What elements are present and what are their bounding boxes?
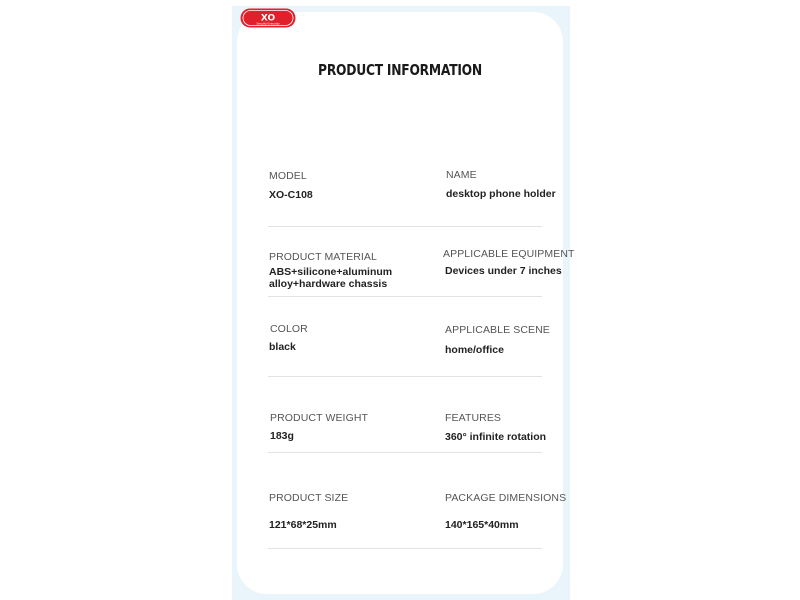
material-value-line2: alloy+hardware chassis [269,278,388,290]
name-label: NAME [446,169,477,181]
equipment-label: APPLICABLE EQUIPMENT [443,248,575,260]
divider [268,452,542,453]
scene-label: APPLICABLE SCENE [445,324,550,336]
features-value: 360° infinite rotation [445,431,547,443]
divider [268,226,542,227]
package-label: PACKAGE DIMENSIONS [445,492,567,504]
weight-label: PRODUCT WEIGHT [270,412,369,424]
weight-value: 183g [270,430,294,442]
scene-value: home/office [445,344,504,356]
page-title: PRODUCT INFORMATION [318,61,482,79]
package-value: 140*165*40mm [445,519,519,531]
xo-logo [240,8,296,28]
divider [268,376,542,377]
divider [268,548,542,549]
divider [268,296,542,297]
material-label: PRODUCT MATERIAL [269,251,377,263]
equipment-value: Devices under 7 inches [445,265,562,277]
logo-text: XO [260,13,276,24]
model-label: MODEL [269,170,307,182]
material-value-line1: ABS+silicone+aluminum [269,266,393,278]
info-card [237,12,563,594]
logo-subtext: Simplify Everyday [256,22,280,26]
size-value: 121*68*25mm [269,519,337,531]
features-label: FEATURES [445,412,502,424]
color-label: COLOR [270,323,308,335]
size-label: PRODUCT SIZE [269,492,349,504]
model-value: XO-C108 [269,189,313,201]
name-value: desktop phone holder [446,188,556,200]
color-value: black [269,341,296,353]
